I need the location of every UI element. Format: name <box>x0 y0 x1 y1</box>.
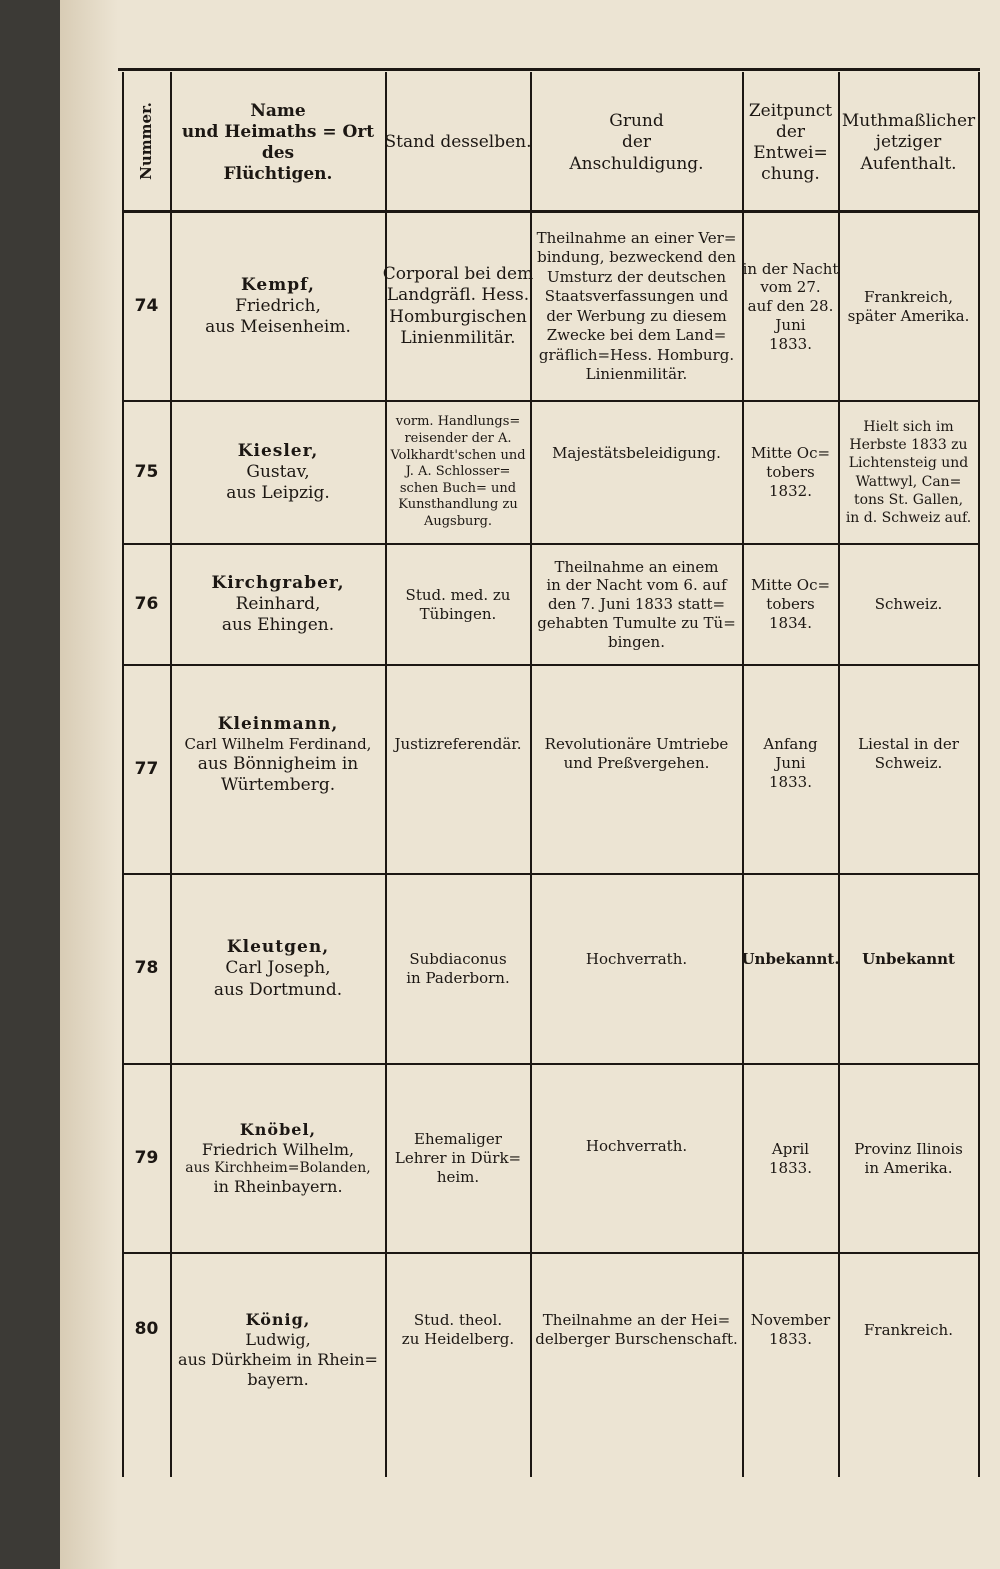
fugitive-grund: Theilnahme an einer Ver= bindung, bezweckend den Umsturz der deutschen Staatsverfassungen und der Werbung zu diesem Zwecke bei dem Land= gräflich=Hess. Homburg. Linienmilitär. <box>536 228 737 383</box>
row-number: 80 <box>134 1319 159 1340</box>
fugitive-grund: Hochverrath. <box>585 1136 688 1155</box>
row-rule <box>122 1063 978 1065</box>
column-rule <box>978 72 980 1477</box>
row-number: 75 <box>134 461 159 482</box>
fugitive-stand: Stud. theol. zu Heidelberg. <box>401 1311 515 1348</box>
fugitive-aufenthalt: Frankreich, später Amerika. <box>847 287 970 325</box>
header-zeitpunct: Zeitpunct der Entwei= chung. <box>748 100 833 185</box>
header-grund: Grund der Anschuldigung. <box>569 111 704 174</box>
fugitive-name: Kempf, Friedrich, aus Meisenheim. <box>205 274 351 338</box>
fugitive-zeitpunct: Mitte Oc= tobers 1832. <box>750 444 831 500</box>
header-nummer: Nummer. <box>137 102 155 180</box>
header-rule <box>122 210 978 213</box>
fugitive-stand: Justizreferendär. <box>394 735 522 753</box>
fugitive-stand: Subdiaconus in Paderborn. <box>406 950 510 987</box>
fugitive-grund: Hochverrath. <box>585 949 688 968</box>
fugitive-stand: Corporal bei dem Landgräfl. Hess. Homburgischen Linienmilitär. <box>382 264 534 348</box>
fugitive-aufenthalt: Frankreich. <box>864 1320 953 1339</box>
fugitive-name: Knöbel, Friedrich Wilhelm, aus Kirchheim=Bolanden, in Rheinbayern. <box>185 1119 371 1197</box>
fugitive-stand: Ehemaliger Lehrer in Dürk= heim. <box>394 1130 522 1186</box>
fugitive-zeitpunct: Mitte Oc= tobers 1834. <box>750 576 831 632</box>
fugitive-zeitpunct: in der Nacht vom 27. auf den 28. Juni 1833. <box>742 259 839 353</box>
fugitive-name: König, Ludwig, aus Dürkheim in Rhein= bayern. <box>178 1310 378 1389</box>
fugitive-aufenthalt: Provinz Ilinois in Amerika. <box>854 1139 963 1177</box>
fugitive-name: Kleutgen, Carl Joseph, aus Dortmund. <box>213 937 343 1000</box>
row-number: 74 <box>134 295 159 316</box>
row-rule <box>122 664 978 666</box>
row-number: 76 <box>134 593 159 614</box>
fugitive-aufenthalt: Schweiz. <box>874 595 943 614</box>
row-rule <box>122 873 978 875</box>
header-aufenthalt: Muthmaßlicher jetziger Aufenthalt. <box>841 111 976 174</box>
row-rule <box>122 400 978 402</box>
fugitive-grund: Majestätsbeleidigung. <box>552 443 721 462</box>
fugitive-grund: Revolutionäre Umtriebe und Preßvergehen. <box>544 735 729 772</box>
row-rule <box>122 543 978 545</box>
fugitive-aufenthalt: Liestal in der Schweiz. <box>858 735 959 772</box>
fugitive-zeitpunct: April 1833. <box>769 1139 812 1177</box>
fugitive-zeitpunct: Anfang Juni 1833. <box>763 735 818 791</box>
fugitive-name: Kiesler, Gustav, aus Leipzig. <box>226 440 330 504</box>
fugitive-name: Kleinmann, Carl Wilhelm Ferdinand, aus Bönnigheim in Würtemberg. <box>184 713 372 795</box>
row-number: 77 <box>134 758 159 779</box>
fugitive-zeitpunct: November 1833. <box>750 1311 831 1348</box>
row-number: 79 <box>134 1147 159 1168</box>
fugitive-name: Kirchgraber, Reinhard, aus Ehingen. <box>211 572 345 636</box>
fugitive-aufenthalt: Hielt sich im Herbste 1833 zu Lichtensteig und Wattwyl, Can= tons St. Gallen, in d. Schweiz auf. <box>845 418 972 526</box>
row-number: 78 <box>134 958 159 979</box>
fugitive-stand: Stud. med. zu Tübingen. <box>405 585 511 623</box>
fugitive-grund: Theilnahme an der Hei= delberger Burschenschaft. <box>535 1311 738 1348</box>
header-name: Name und Heimaths = Ort des Flüchtigen. <box>181 100 375 185</box>
fugitive-zeitpunct: Unbekannt. <box>741 949 840 968</box>
fugitive-aufenthalt: Unbekannt <box>862 949 955 968</box>
header-stand: Stand desselben. <box>384 132 532 153</box>
fugitive-stand: vorm. Handlungs= reisender der A. Volkhardt'schen und J. A. Schlosser= schen Buch= und Kunsthandlung zu Augsburg. <box>390 414 526 530</box>
row-rule <box>122 1252 978 1254</box>
fugitive-grund: Theilnahme an einem in der Nacht vom 6. auf den 7. Juni 1833 statt= gehabten Tumulte zu Tü= bingen. <box>537 557 736 651</box>
